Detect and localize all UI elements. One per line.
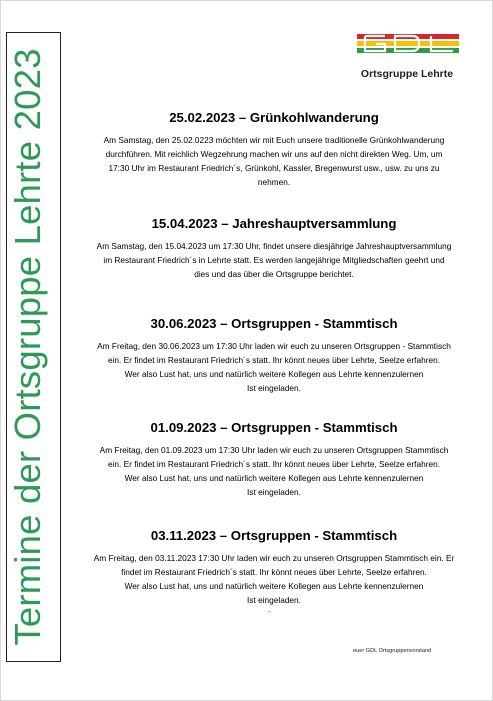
event-line: Wer also Lust hat, uns und natürlich weitere Kollegen aus Lehrte kennenzulernen (124, 369, 424, 379)
event-title: 30.06.2023 – Ortsgruppen - Stammtisch (150, 316, 398, 331)
event-line: 17:30 Uhr im Restaurant Friedrich´s, Grünkohl, Kassler, Bregenwurst usw., usw. zu uns zu (108, 163, 440, 173)
event-line: ein. Er findet im Restaurant Friedrich´s statt. Ihr könnt neues über Lehrte, Seelze erfahren. (107, 355, 441, 365)
event-text (64, 443, 484, 499)
event-text (64, 339, 484, 395)
event-line: Am Freitag, den 03.11.2023 17:30 Uhr laden wir euch zu unseren Ortsgruppen Stammtisch ein. Er (93, 553, 455, 563)
event-line: Wer also Lust hat, uns und natürlich weitere Kollegen aus Lehrte kennenzulernen (124, 473, 424, 483)
event-line: nehmen. (257, 177, 291, 187)
event-text (64, 551, 484, 607)
event-line: Am Samstag, den 25.02.0223 möchten wir mit Euch unsere traditionelle Grünkohlwanderung (103, 135, 445, 145)
event-line: Am Samstag, den 15.04.2023 um 17:30 Uhr, findet unsere diesjährige Jahreshauptversammlung (96, 241, 452, 251)
event-title: 25.02.2023 – Grünkohlwanderung (169, 110, 379, 125)
trailing-dot: . (268, 605, 271, 614)
logo-caption: Ortsgruppe Lehrte (360, 68, 454, 80)
event-item (64, 110, 484, 189)
event-line: ein. Er findet im Restaurant Friedrich´s statt. Ihr könnt neues über Lehrte, Seelze erfahren. (107, 459, 441, 469)
event-line: findet im Restaurant Friedrich´s statt. Ihr könnt neues über Lehrte, Seelze erfahren. (121, 567, 427, 577)
event-line: Ist eingeladen. (247, 595, 301, 605)
event-title: 03.11.2023 – Ortsgruppen - Stammtisch (150, 528, 398, 543)
event-item (64, 420, 484, 499)
event-line: Am Freitag, den 01.09.2023 um 17:30 Uhr laden wir euch zu unseren Ortsgruppen Stammtisch (99, 445, 449, 455)
event-line: Ist eingeladen. (247, 487, 301, 497)
side-title: Termine der Ortsgruppe Lehrte 2023 (7, 48, 48, 646)
event-text (64, 239, 484, 281)
event-line: dies und das über die Ortsgruppe berichtet. (194, 269, 354, 279)
logo-yellow-stripe (357, 41, 459, 46)
event-title: 15.04.2023 – Jahreshauptversammlung (151, 216, 397, 231)
event-line: Ist eingeladen. (247, 383, 301, 393)
event-line: durchführen. Mit reichlich Wegzehrung machen wir uns auf den nicht direkten Weg. Um, um (105, 149, 443, 159)
signature: euer GDL Ortsgruppenvorstand (353, 648, 432, 654)
event-line: Wer also Lust hat, uns und natürlich weitere Kollegen aus Lehrte kennenzulernen (124, 581, 424, 591)
event-item (64, 316, 484, 395)
event-text (64, 133, 484, 189)
event-line: Am Freitag, den 30.06.2023 um 17:30 Uhr laden wir euch zu unseren Ortsgruppen - Stammtisch (97, 341, 451, 351)
event-title: 01.09.2023 – Ortsgruppen - Stammtisch (150, 420, 398, 435)
event-item (64, 216, 484, 281)
event-line: im Restaurant Friedrich´s in Lehrte statt. Es werden langejährige Mitgliedschaften geehrt und (103, 255, 445, 265)
event-item (64, 528, 484, 607)
